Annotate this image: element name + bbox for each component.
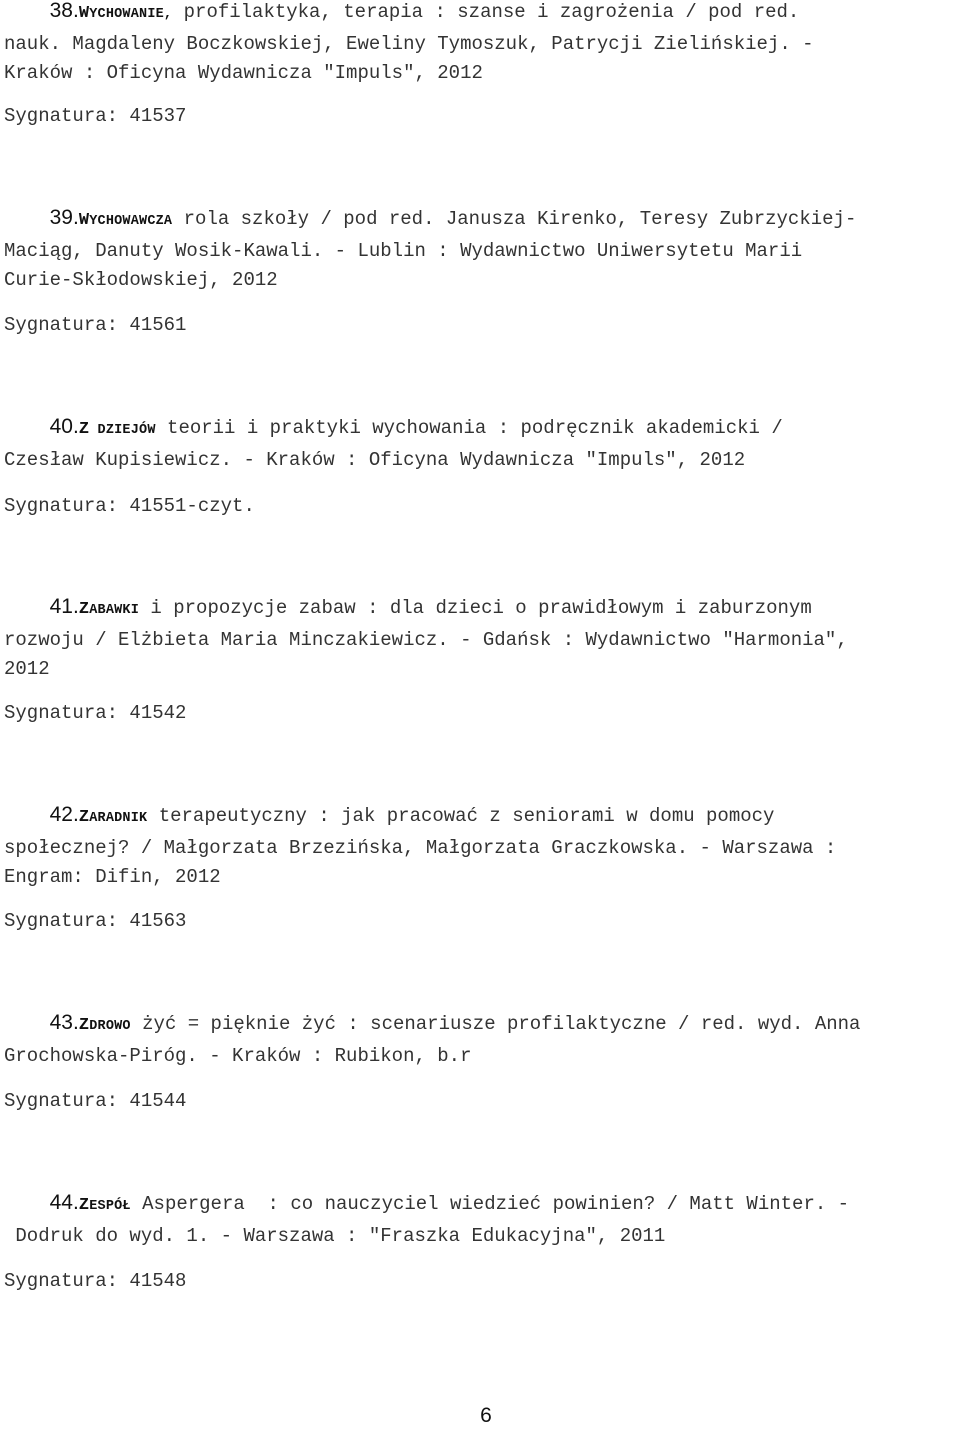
entry-keyword: ZARADNIK [78,808,148,827]
entry-keyword: ZESPÓŁ [78,1196,131,1215]
bibliography-entry-42 [4,800,960,893]
entry-first-line: 43.ZDROWO żyć = pięknie żyć : scenariusze profilaktyczne / red. wyd. Anna [49,1011,861,1035]
signature: Sygnatura: 41537 [4,105,187,127]
entry-number: 44. [49,1191,79,1214]
page-number: 6 [480,1404,492,1427]
entry-number: 41. [49,595,79,618]
entry-line: Dodruk do wyd. 1. - Warszawa : "Fraszka Edukacyjna", 2011 [4,1224,666,1247]
bibliography-entry-39 [4,203,960,296]
entry-keyword: WYCHOWAWCZA [78,211,173,230]
bibliography-entry-43 [4,1008,960,1071]
entry-keyword: ZDROWO [78,1016,131,1035]
entry-first-line: 39.WYCHOWAWCZA rola szkoły / pod red. Janusza Kirenko, Teresy Zubrzyckiej- [49,206,857,230]
signature: Sygnatura: 41561 [4,314,187,336]
entry-line: Curie-Skłodowskiej, 2012 [4,269,278,291]
entry-line: rozwoju / Elżbieta Maria Minczakiewicz. - Gdańsk : Wydawnictwo "Harmonia", [4,628,848,651]
entry-number: 43. [49,1011,79,1034]
entry-line: społecznej? / Małgorzata Brzezińska, Małgorzata Graczkowska. - Warszawa : [4,836,837,859]
entry-line: Engram: Difin, 2012 [4,866,221,888]
entry-line: Grochowska-Piróg. - Kraków : Rubikon, b.r [4,1044,472,1067]
bibliography-entry-41 [4,592,960,685]
entry-number: 39. [49,206,79,229]
entry-first-line: 40.Z DZIEJÓW teorii i praktyki wychowania : podręcznik akademicki / [49,415,783,439]
entry-line: Kraków : Oficyna Wydawnicza "Impuls", 2012 [4,62,483,84]
signature: Sygnatura: 41542 [4,702,187,724]
entry-line: nauk. Magdaleny Boczkowskiej, Eweliny Tymoszuk, Patrycji Zielińskiej. - [4,32,814,55]
entry-first-line: 41.ZABAWKI i propozycje zabaw : dla dzieci o prawidłowym i zaburzonym [49,595,812,619]
signature: Sygnatura: 41548 [4,1270,187,1292]
signature: Sygnatura: 41544 [4,1090,187,1112]
entry-keyword: Z DZIEJÓW [78,420,156,439]
entry-number: 42. [49,803,79,826]
entry-keyword: WYCHOWANIE, [78,4,173,23]
entry-line: 2012 [4,658,50,680]
entry-line: Czesław Kupisiewicz. - Kraków : Oficyna Wydawnicza "Impuls", 2012 [4,448,746,471]
entry-keyword: ZABAWKI [78,600,140,619]
entry-first-line: 44.ZESPÓŁ Aspergera : co nauczyciel wiedzieć powinien? / Matt Winter. - [49,1191,850,1215]
bibliography-entry-40 [4,412,960,475]
signature: Sygnatura: 41563 [4,910,187,932]
entry-number: 40. [49,415,79,438]
entry-line: Maciąg, Danuty Wosik-Kawali. - Lublin : Wydawnictwo Uniwersytetu Marii [4,239,803,262]
entry-first-line: 42.ZARADNIK terapeutyczny : jak pracować z seniorami w domu pomocy [49,803,775,827]
entry-first-line: 38.WYCHOWANIE, profilaktyka, terapia : szanse i zagrożenia / pod red. [49,0,800,23]
bibliography-entry-38 [4,0,960,89]
entry-number: 38. [49,0,79,22]
bibliography-entry-44 [4,1188,960,1251]
signature: Sygnatura: 41551-czyt. [4,495,255,517]
